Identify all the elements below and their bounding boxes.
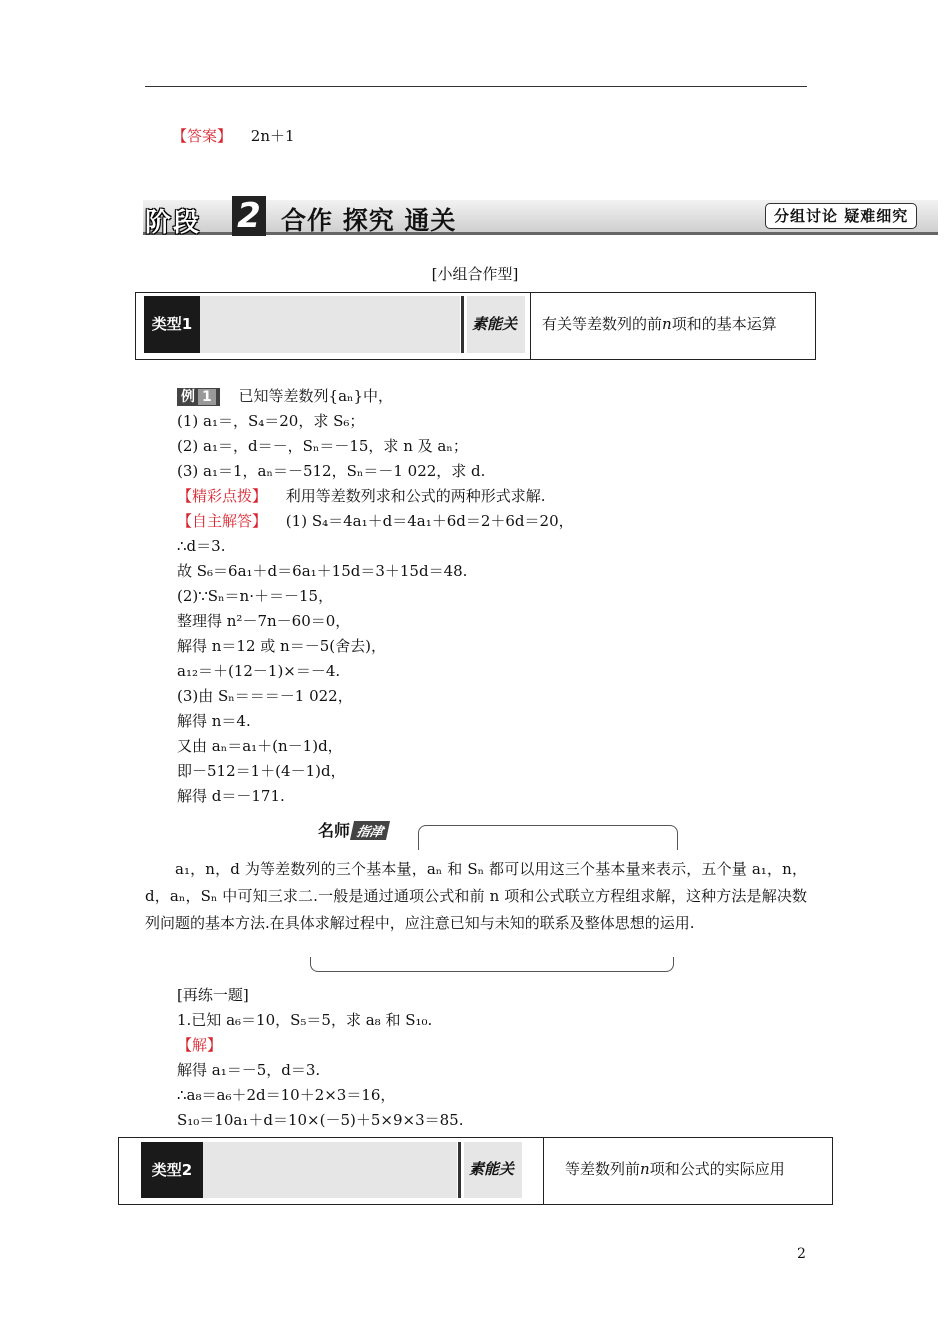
type2-box — [118, 1137, 833, 1205]
type1-title — [542, 313, 777, 334]
type2-title — [565, 1158, 785, 1179]
hint-label: 【精彩点拨】 — [177, 487, 268, 505]
type2-divider — [543, 1138, 544, 1204]
solution-line-7: (3)由 Sₙ＝＝＝－1 022， — [177, 687, 353, 705]
practice-line-0: 解得 a₁＝－5，d＝3. — [177, 1061, 321, 1079]
solution-line-10: 即－512＝1＋(4－1)d， — [177, 762, 346, 780]
hint-line — [177, 484, 546, 509]
example-badge-text: 例 — [181, 389, 195, 405]
solution-line-4: 整理得 n²－7n－60＝0， — [177, 612, 351, 630]
stage-banner — [143, 196, 938, 236]
practice-line-1: ∴a₈＝a₆＋2d＝10＋2×3＝16， — [177, 1086, 396, 1104]
solution-line-8: 解得 n＝4. — [177, 712, 251, 730]
example-badge-number: 1 — [198, 389, 216, 405]
type2-title-pre: 等差数列前 — [565, 1160, 641, 1178]
type1-title-post: 项和的基本运算 — [671, 315, 777, 333]
answer-line — [172, 124, 295, 149]
solution-line-1: ∴d＝3. — [177, 537, 226, 555]
solution-line-11: 解得 d＝－171. — [177, 787, 285, 805]
type2-title-post: 项和公式的实际应用 — [649, 1160, 785, 1178]
example1-line-1: (1) a₁＝，S₄＝20，求 S₆； — [177, 412, 365, 430]
example1-line-2: (2) a₁＝，d＝－，Sₙ＝－15，求 n 及 aₙ； — [177, 437, 468, 455]
hint-text: 利用等差数列求和公式的两种形式求解. — [285, 487, 546, 505]
solution-line-2: 故 S₆＝6a₁＋d＝6a₁＋15d＝3＋15d＝48. — [177, 562, 468, 580]
teacher-note-frame-top — [418, 825, 678, 850]
example-badge — [177, 388, 220, 406]
type1-label: 类型1 — [144, 296, 200, 353]
type1-divider — [530, 293, 531, 359]
practice-question: 1.已知 a₆＝10，S₅＝5，求 a₈ 和 S₁₀. — [177, 1011, 433, 1029]
teacher-note-badge: 指津 — [350, 821, 390, 840]
type1-title-var: n — [662, 315, 672, 333]
solve-label: 【自主解答】 — [177, 512, 268, 530]
page-number: 2 — [797, 1246, 806, 1262]
solution-line-9: 又由 aₙ＝a₁＋(n－1)d， — [177, 737, 343, 755]
solution-first-line — [177, 509, 574, 534]
practice-label: [再练一题] — [177, 986, 249, 1004]
teacher-note-heading — [318, 818, 388, 841]
type2-title-var: n — [640, 1160, 650, 1178]
solution-line-6: a₁₂＝＋(12－1)×＝－4. — [177, 662, 341, 680]
banner-tag: 分组讨论 疑难细究 — [765, 203, 917, 229]
type2-badge: 素能关 — [469, 1160, 515, 1178]
banner-title: 合作 探究 通关 — [281, 206, 457, 235]
type2-label: 类型2 — [141, 1142, 203, 1198]
example1-line-0: 已知等差数列{aₙ}中， — [238, 387, 394, 405]
practice-solve-label: 【解】 — [177, 1036, 223, 1054]
type2-gray-fill — [203, 1142, 457, 1198]
section-label: [小组合作型] — [431, 265, 519, 283]
teacher-note-text: a₁，n，d 为等差数列的三个基本量，aₙ 和 Sₙ 都可以用这三个基本量来表示，五个量 a₁，n，d，aₙ，Sₙ 中可知三求二.一般是通过通项公式和前 n 项和公式联立方程组求解，这种方法是解决数列问题的基本方法.在具体求解过程中，应注意已知与未知的联系及整体思想的运用. — [145, 860, 807, 932]
top-rule — [145, 86, 807, 87]
banner-stage-number: 2 — [232, 196, 266, 236]
answer-label: 【答案】 — [172, 127, 233, 145]
banner-stage-word: 阶段 — [145, 208, 202, 238]
teacher-note-frame-bottom — [310, 957, 674, 972]
type1-box — [135, 292, 816, 360]
example1-heading — [177, 384, 393, 409]
answer-value: 2n＋1 — [250, 127, 295, 145]
type1-gray-fill — [200, 296, 460, 353]
solution-line-5: 解得 n＝12 或 n＝－5(舍去)， — [177, 637, 386, 655]
type1-badge: 素能关 — [472, 315, 518, 333]
solution-line-0: (1) S₄＝4a₁＋d＝4a₁＋6d＝2＋6d＝20， — [285, 512, 574, 530]
teacher-note-title: 名师 — [318, 821, 351, 840]
practice-line-2: S₁₀＝10a₁＋d＝10×(－5)＋5×9×3＝85. — [177, 1111, 464, 1129]
solution-line-3: (2)∵Sₙ＝n·＋＝－15， — [177, 587, 334, 605]
example1-line-3: (3) a₁＝1，aₙ＝－512，Sₙ＝－1 022，求 d. — [177, 462, 486, 480]
type1-title-pre: 有关等差数列的前 — [542, 315, 663, 333]
